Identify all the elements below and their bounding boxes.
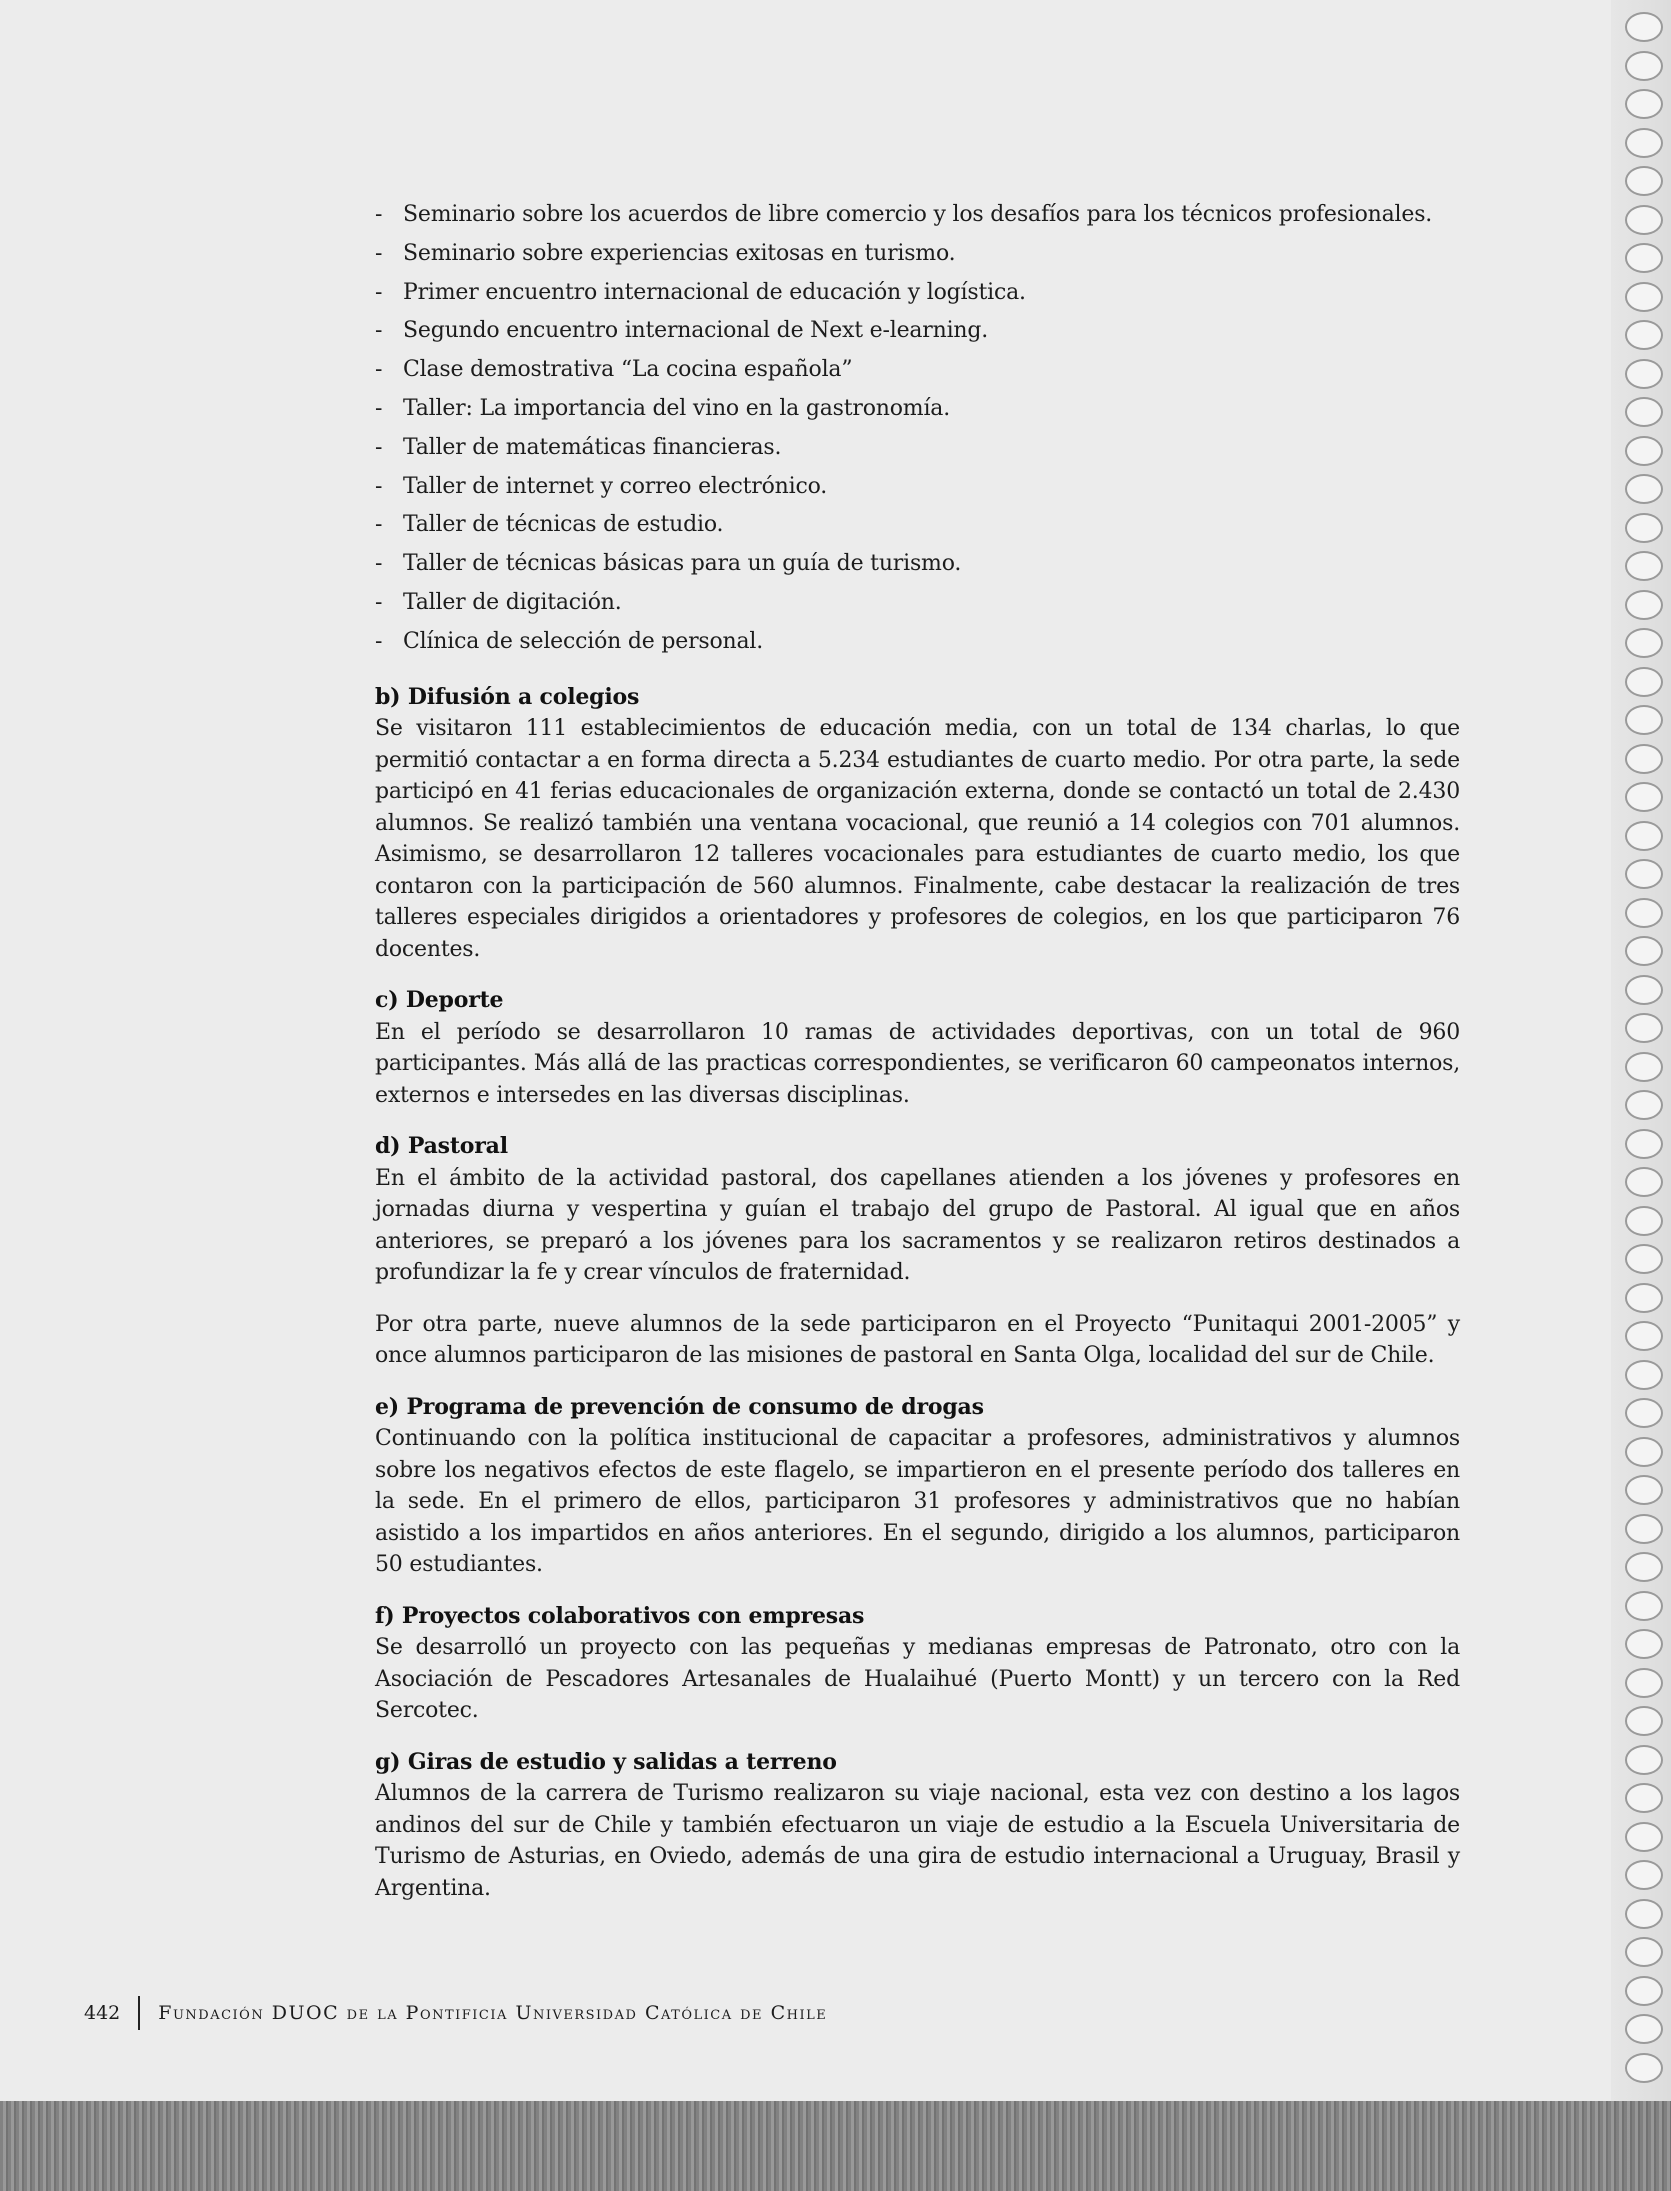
list-item: - Primer encuentro internacional de educación y logística. [375, 274, 1460, 313]
list-item: - Taller de internet y correo electrónico. [375, 468, 1460, 507]
binding-ring [1625, 1745, 1663, 1775]
scan-edge [0, 2101, 1671, 2191]
paragraph: En el período se desarrollaron 10 ramas de actividades deportivas, con un total de 960 participantes. Más allá de las practicas correspondientes, se verificaron 60 campeonatos internos, externos e intersedes en las diversas disciplinas. [375, 1019, 1460, 1108]
binding-ring [1625, 2053, 1663, 2083]
section-heading: f) Proyectos colaborativos con empresas [375, 1602, 865, 1629]
binding-ring [1625, 705, 1663, 735]
list-item: - Clínica de selección de personal. [375, 623, 1460, 662]
binding-ring [1625, 1244, 1663, 1274]
paragraph: Continuando con la política institucional de capacitar a profesores, administrativos y alumnos sobre los negativos efectos de este flagelo, se impartieron en el presente período dos talleres en la sede. En el primero de ellos, participaron 31 profesores y administrativos que no habían asistido a los impartidos en años anteriores. En el segundo, dirigido a los alumnos, participaron 50 estudiantes. [375, 1426, 1460, 1578]
binding-ring [1625, 1783, 1663, 1813]
list-item: - Taller: La importancia del vino en la gastronomía. [375, 390, 1460, 429]
binding-ring [1625, 397, 1663, 427]
paragraph: En el ámbito de la actividad pastoral, dos capellanes atienden a los jóvenes y profesores en jornadas diurna y vespertina y guían el trabajo del grupo de Pastoral. Al igual que en años anteriores, se preparó a los jóvenes para los sacramentos y se realizaron retiros destinados a profundizar la fe y crear vínculos de fraternidad. [375, 1165, 1460, 1286]
binding-ring [1625, 243, 1663, 273]
binding-ring [1625, 282, 1663, 312]
binding-ring [1625, 1321, 1663, 1351]
binding-ring [1625, 1937, 1663, 1967]
binding-ring [1625, 1052, 1663, 1082]
paragraph: Se visitaron 111 establecimientos de educación media, con un total de 134 charlas, lo que permitió contactar a en forma directa a 5.234 estudiantes de cuarto medio. Por otra parte, la sede participó en 41 ferias educacionales de organización externa, donde se contactó un total de 2.430 alumnos. Se realizó también una ventana vocacional, que reunió a 14 colegios con 701 alumnos. Asimismo, se desarrollaron 12 talleres vocacionales para estudiantes de cuarto medio, los que contaron con la participación de 560 alumnos. Finalmente, cabe destacar la realización de tres talleres especiales dirigidos a orientadores y profesores de colegios, en los que participaron 76 docentes. [375, 716, 1460, 962]
binding-ring [1625, 1706, 1663, 1736]
binding-ring [1625, 1206, 1663, 1236]
binding-ring [1625, 551, 1663, 581]
binding-ring [1625, 166, 1663, 196]
section-giras-estudio [375, 1747, 1460, 1905]
binding-ring [1625, 1013, 1663, 1043]
binding-ring [1625, 667, 1663, 697]
binding-ring [1625, 359, 1663, 389]
paragraph: Por otra parte, nueve alumnos de la sede participaron en el Proyecto “Punitaqui 2001-2005” y once alumnos participaron de las misiones de pastoral en Santa Olga, localidad del sur de Chile. [375, 1311, 1460, 1369]
binding-ring [1625, 436, 1663, 466]
binding-ring [1625, 1822, 1663, 1852]
binding-ring [1625, 12, 1663, 42]
paragraph: Se desarrolló un proyecto con las pequeñas y medianas empresas de Patronato, otro con la Asociación de Pescadores Artesanales de Hualaihué (Puerto Montt) y un tercero con la Red Sercotec. [375, 1635, 1460, 1724]
list-item: - Taller de matemáticas financieras. [375, 429, 1460, 468]
binding-ring [1625, 1360, 1663, 1390]
binding-ring [1625, 821, 1663, 851]
binding-ring [1625, 782, 1663, 812]
binding-ring [1625, 859, 1663, 889]
binding-ring [1625, 1899, 1663, 1929]
section-deporte [375, 985, 1460, 1111]
list-item: - Taller de digitación. [375, 584, 1460, 623]
binding-ring [1625, 320, 1663, 350]
binding-ring [1625, 1475, 1663, 1505]
binding-ring [1625, 936, 1663, 966]
binding-ring [1625, 2014, 1663, 2044]
page-body [375, 196, 1460, 1904]
binding-ring [1625, 474, 1663, 504]
activity-list [375, 196, 1460, 662]
page-number: 442 [84, 2002, 121, 2024]
binding-ring [1625, 1860, 1663, 1890]
section-heading: d) Pastoral [375, 1133, 508, 1160]
section-heading: c) Deporte [375, 987, 504, 1014]
binding-ring [1625, 1976, 1663, 2006]
list-item: - Taller de técnicas básicas para un guía de turismo. [375, 545, 1460, 584]
binding-ring [1625, 89, 1663, 119]
list-item: - Seminario sobre los acuerdos de libre comercio y los desafíos para los técnicos profesionales. [375, 196, 1460, 235]
list-item: - Seminario sobre experiencias exitosas en turismo. [375, 235, 1460, 274]
section-proyectos-colaborativos [375, 1601, 1460, 1727]
publisher-name: Fundación DUOC de la Pontificia Universidad Católica de Chile [158, 2002, 828, 2024]
binding-ring [1625, 628, 1663, 658]
spiral-binding [1611, 0, 1671, 2191]
footer-divider [138, 1996, 140, 2030]
binding-ring [1625, 1552, 1663, 1582]
list-item: - Clase demostrativa “La cocina española” [375, 351, 1460, 390]
section-heading: g) Giras de estudio y salidas a terreno [375, 1748, 837, 1775]
binding-ring [1625, 1591, 1663, 1621]
list-item: - Segundo encuentro internacional de Next e-learning. [375, 312, 1460, 351]
section-prevencion-drogas [375, 1392, 1460, 1581]
binding-ring [1625, 1283, 1663, 1313]
binding-ring [1625, 1437, 1663, 1467]
section-heading: b) Difusión a colegios [375, 683, 640, 710]
binding-ring [1625, 205, 1663, 235]
binding-ring [1625, 590, 1663, 620]
list-item: - Taller de técnicas de estudio. [375, 506, 1460, 545]
page-footer [84, 1996, 827, 2030]
binding-ring [1625, 1629, 1663, 1659]
paragraph: Alumnos de la carrera de Turismo realizaron su viaje nacional, esta vez con destino a los lagos andinos del sur de Chile y también efectuaron un viaje de estudio a la Escuela Universitaria de Turismo de Asturias, en Oviedo, además de una gira de estudio internacional a Uruguay, Brasil y Argentina. [375, 1781, 1460, 1901]
section-pastoral [375, 1131, 1460, 1372]
section-difusion [375, 682, 1460, 966]
binding-ring [1625, 1514, 1663, 1544]
binding-ring [1625, 1090, 1663, 1120]
binding-ring [1625, 1167, 1663, 1197]
binding-ring [1625, 51, 1663, 81]
section-heading: e) Programa de prevención de consumo de drogas [375, 1393, 984, 1420]
binding-ring [1625, 744, 1663, 774]
binding-ring [1625, 975, 1663, 1005]
binding-ring [1625, 513, 1663, 543]
binding-ring [1625, 1668, 1663, 1698]
binding-ring [1625, 1129, 1663, 1159]
binding-ring [1625, 1398, 1663, 1428]
binding-ring [1625, 898, 1663, 928]
binding-ring [1625, 128, 1663, 158]
